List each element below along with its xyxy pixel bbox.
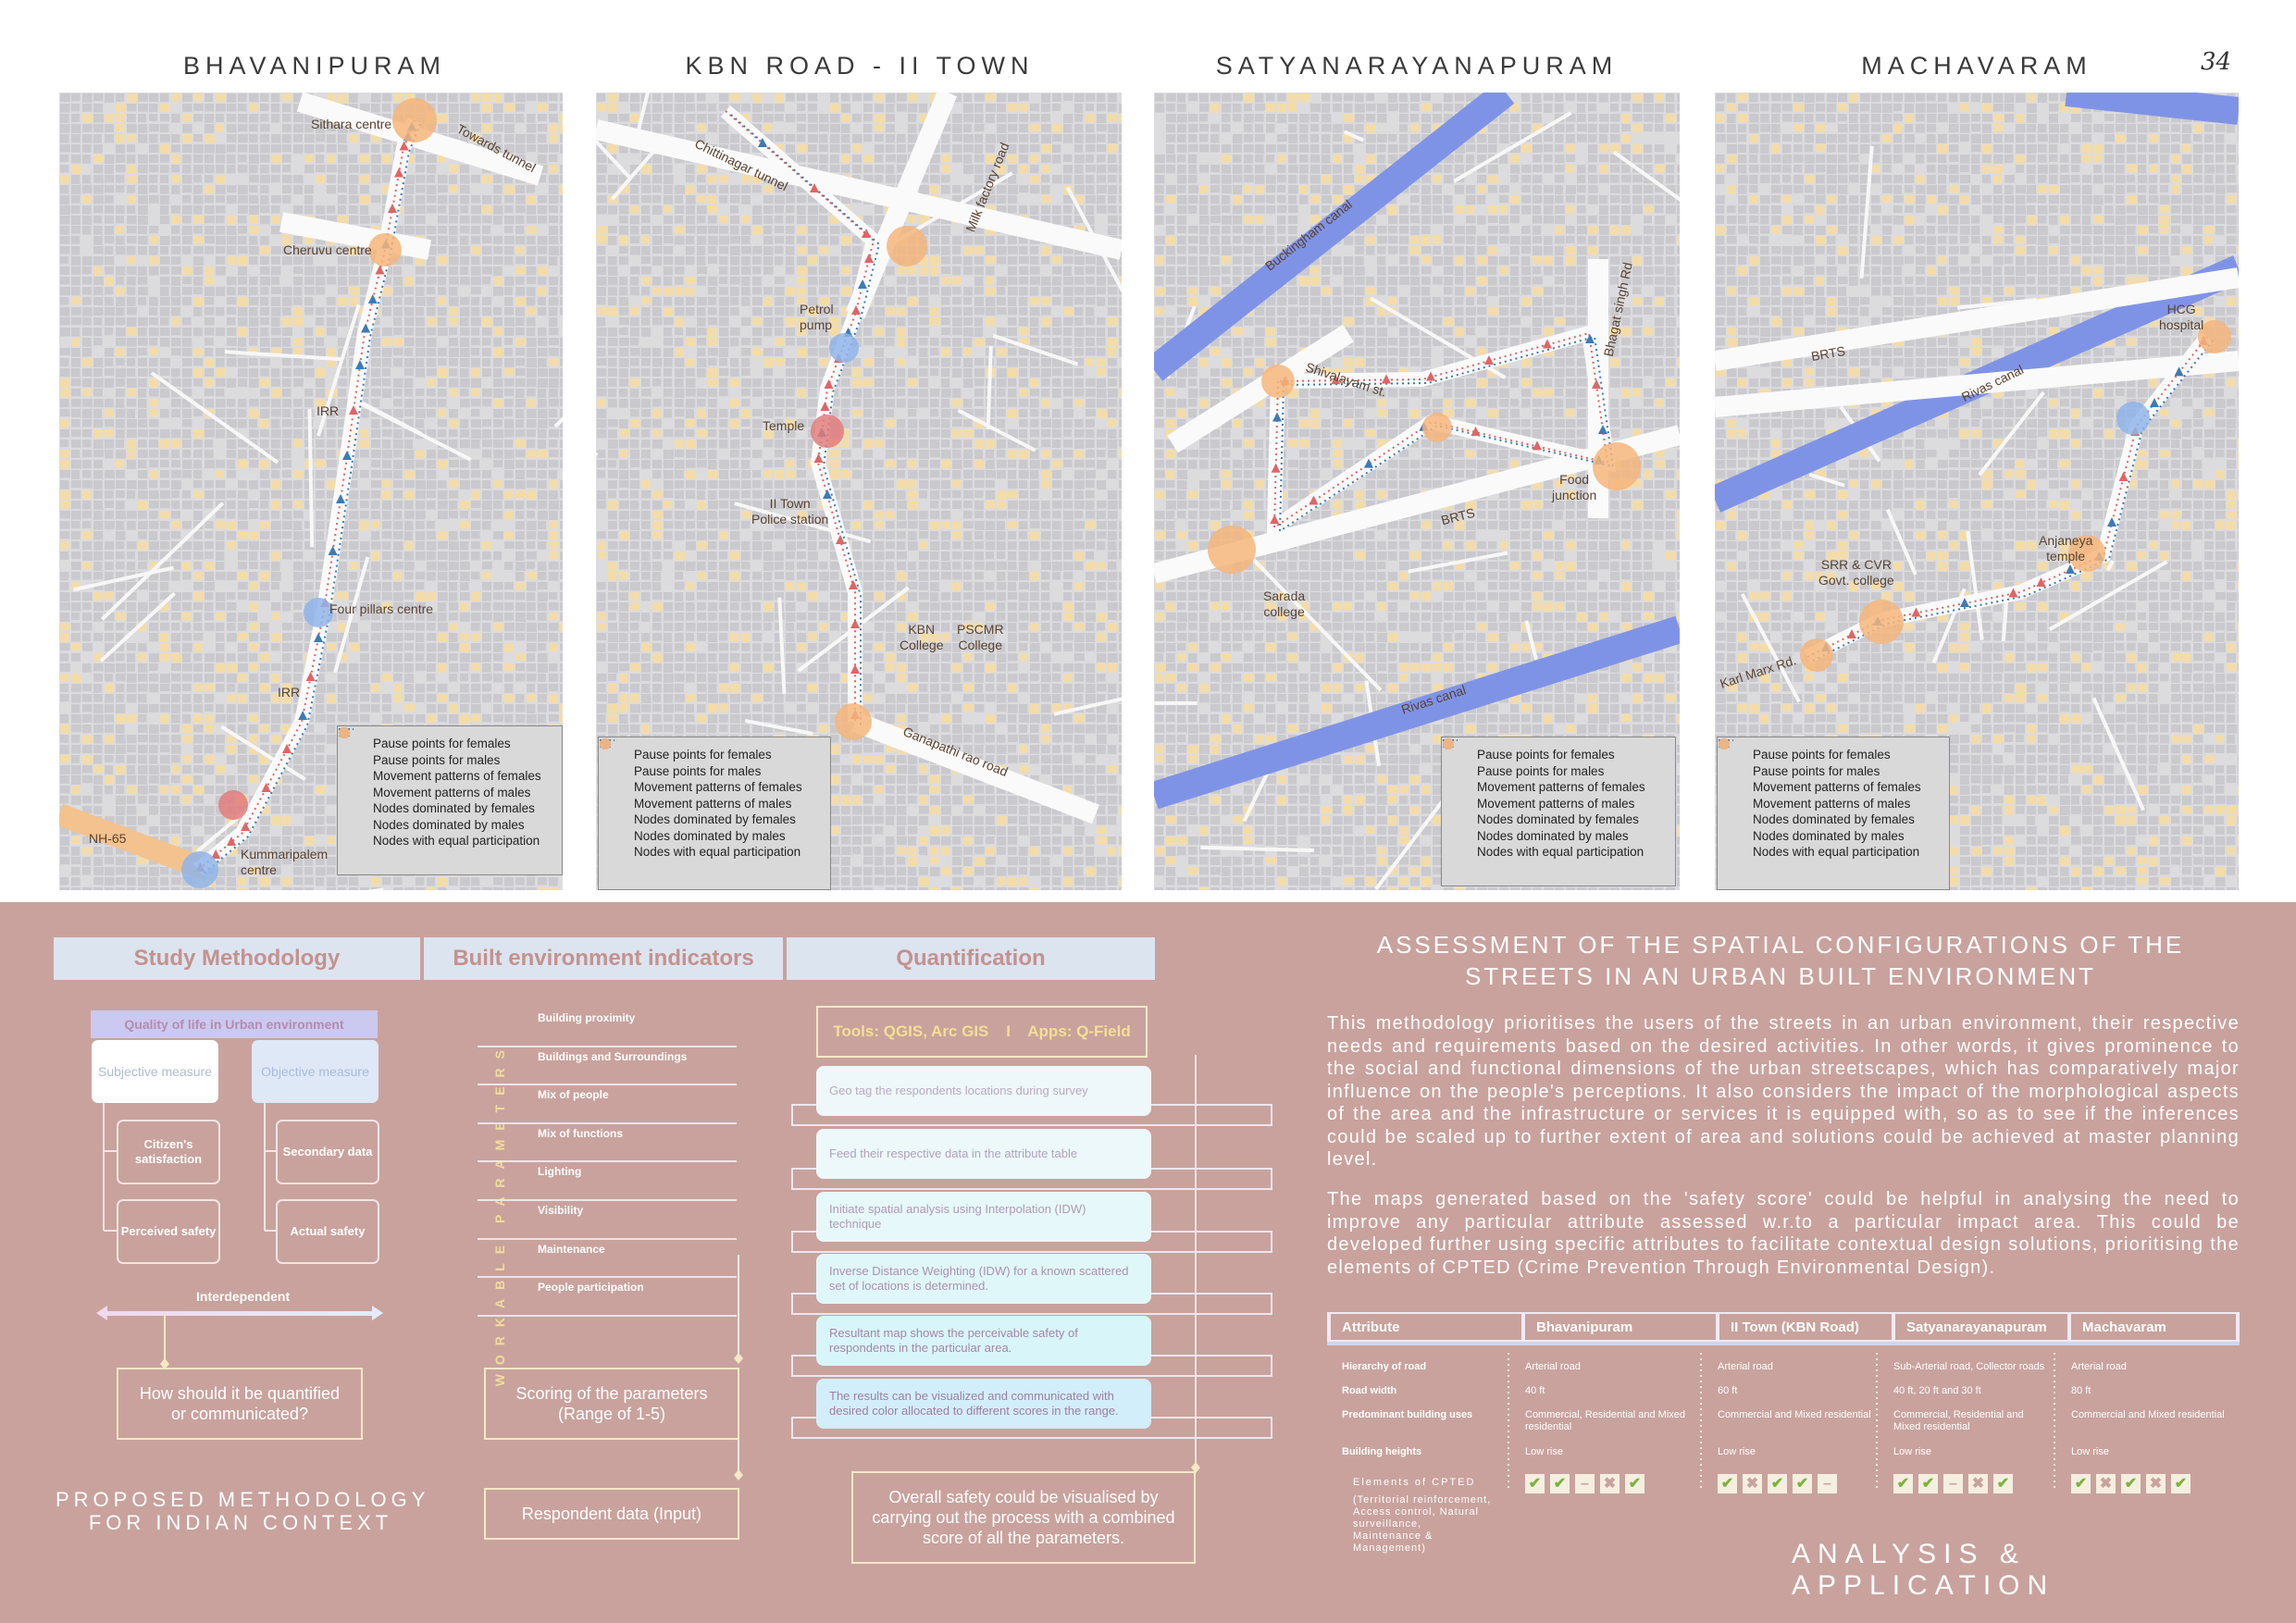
legend-label: Nodes dominated by males — [373, 817, 525, 832]
legend-label: Movement patterns of females — [373, 769, 541, 784]
map-label: IRR — [278, 685, 301, 700]
legend-label: Nodes with equal participation — [373, 834, 540, 849]
map-label: NH-65 — [89, 831, 127, 846]
map-label: Kummaripalem centre — [241, 847, 329, 877]
page-number: 34 — [2201, 48, 2232, 76]
map-label: Cheruvu centre — [283, 242, 372, 257]
legend-label: Nodes dominated by females — [373, 801, 535, 816]
map-label: Four pillars centre — [329, 601, 434, 616]
legend-label: Pause points for females — [373, 737, 511, 751]
map-title-machavaram: MACHAVARAM — [1861, 52, 2092, 80]
map-title-satyanarayanapuram: SATYANARAYANAPURAM — [1215, 52, 1619, 80]
map-label: Towards tunnel — [453, 120, 539, 176]
map-label: Sithara centre — [311, 117, 392, 131]
map-label: IRR — [316, 403, 340, 418]
legend-label: Movement patterns of males — [373, 785, 531, 799]
map-title-bhavanipuram: BHAVANIPURAM — [182, 52, 447, 80]
map-title-kbn-road: KBN ROAD - II TOWN — [685, 52, 1035, 80]
legend-label: Pause points for males — [373, 752, 501, 767]
